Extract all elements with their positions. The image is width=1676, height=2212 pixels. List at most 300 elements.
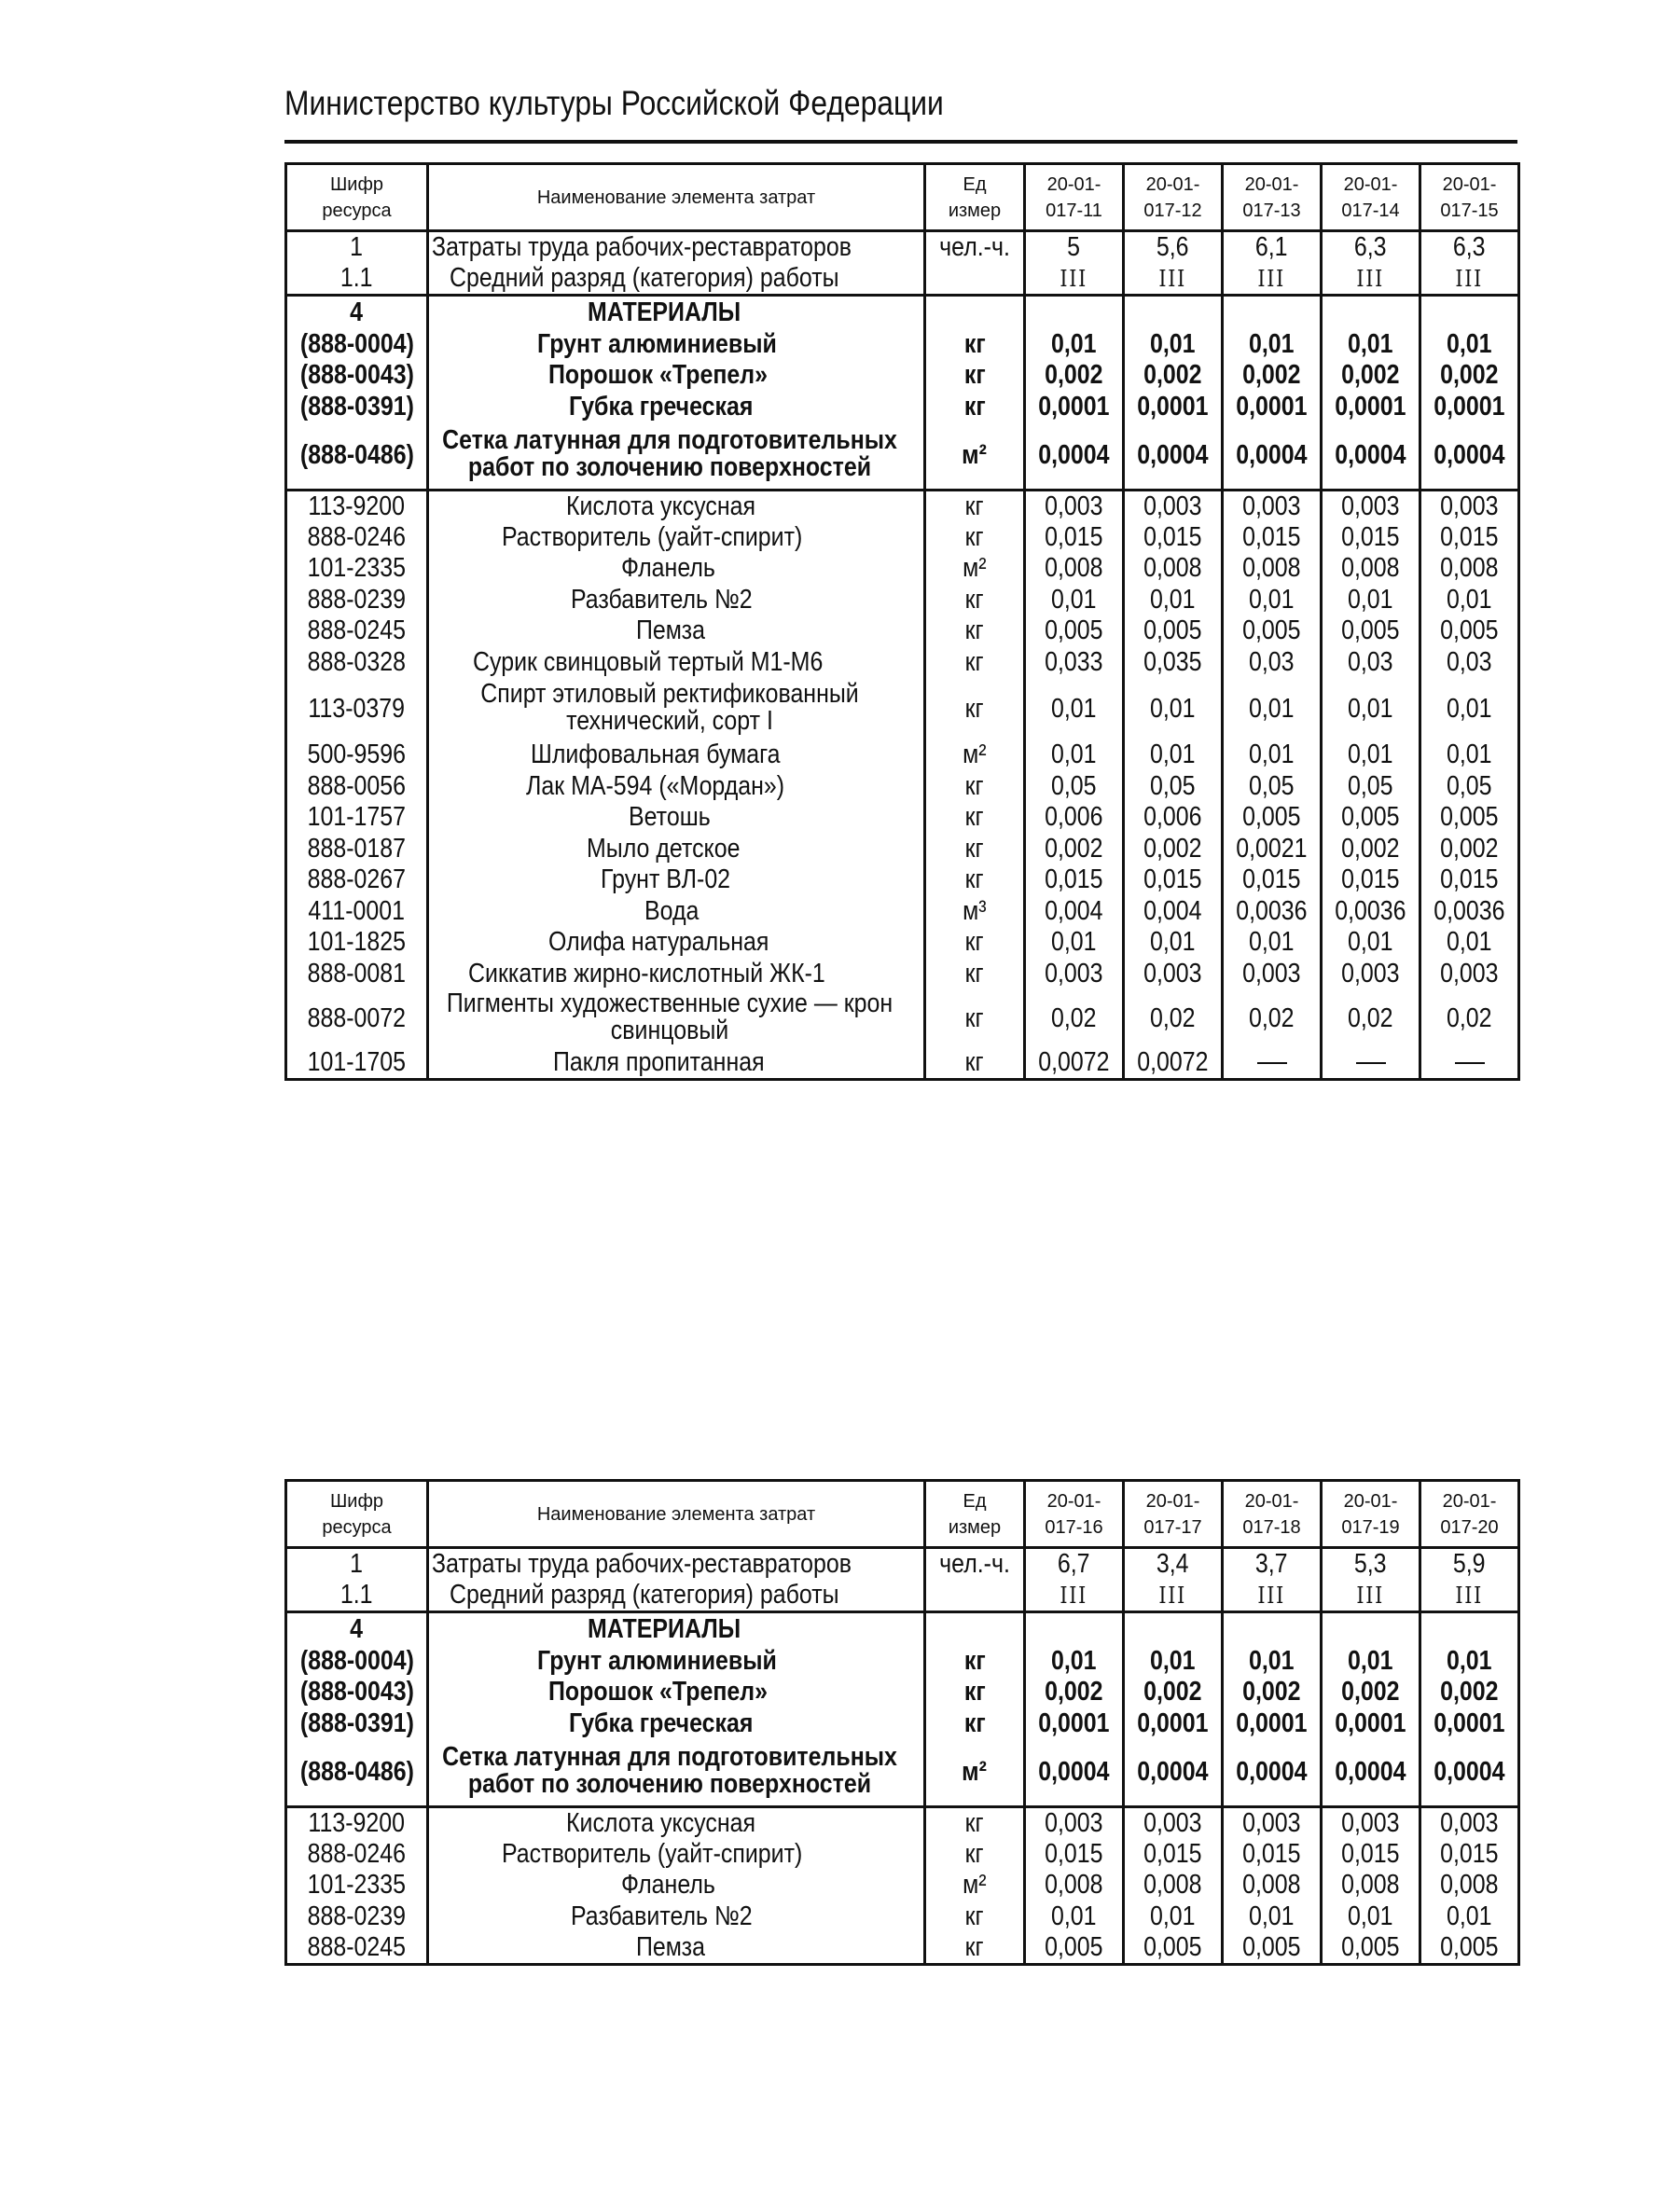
norm-value bbox=[1124, 1646, 1223, 1678]
resource-code bbox=[286, 1548, 428, 1581]
norm-value-text: 0,015 bbox=[1242, 864, 1301, 895]
resource-code-text: (888-0004) bbox=[299, 1645, 414, 1676]
norm-value bbox=[1025, 1580, 1124, 1612]
norm-value bbox=[1223, 989, 1322, 1047]
unit bbox=[925, 678, 1025, 740]
cost-element-name bbox=[428, 1839, 925, 1871]
unit bbox=[925, 615, 1025, 647]
norm-value bbox=[1124, 1739, 1223, 1806]
norm-value bbox=[1420, 927, 1519, 959]
norm-value bbox=[1124, 1806, 1223, 1839]
cost-element-name-text: Затраты труда рабочих-реставраторов bbox=[432, 1549, 852, 1579]
norm-value bbox=[1322, 360, 1420, 392]
unit-text: кг bbox=[964, 802, 984, 833]
norm-value-text: 0,008 bbox=[1045, 553, 1103, 584]
cost-element-name-text: Грунт ВЛ-02 bbox=[601, 864, 731, 895]
resource-code-text: 888-0081 bbox=[307, 958, 407, 988]
norm-value bbox=[1025, 740, 1124, 771]
unit bbox=[925, 422, 1025, 490]
norm-value bbox=[1124, 959, 1223, 990]
norm-value bbox=[1124, 927, 1223, 959]
norm-value bbox=[1420, 959, 1519, 990]
table-row bbox=[286, 1806, 1519, 1839]
norm-value bbox=[1420, 263, 1519, 296]
norm-value bbox=[1124, 553, 1223, 585]
unit bbox=[925, 329, 1025, 361]
norm-value bbox=[1124, 615, 1223, 647]
resource-code bbox=[286, 296, 428, 329]
unit bbox=[925, 553, 1025, 585]
norm-value bbox=[1420, 231, 1519, 264]
unit bbox=[925, 1839, 1025, 1871]
resource-code-text: 113-9200 bbox=[308, 491, 406, 521]
norm-value bbox=[1025, 1932, 1124, 1965]
norm-value-text: 5,6 bbox=[1157, 232, 1189, 262]
norm-value-text: 0,01 bbox=[1051, 1645, 1097, 1676]
unit bbox=[925, 1739, 1025, 1806]
resource-code bbox=[286, 360, 428, 392]
cost-element-name-text: Пемза bbox=[635, 615, 705, 646]
cost-element-name bbox=[428, 1932, 925, 1965]
norm-value-text: 0,03 bbox=[1249, 646, 1295, 677]
unit-text: м² bbox=[963, 1870, 987, 1901]
unit bbox=[925, 802, 1025, 834]
norm-value-text: 0,05 bbox=[1348, 770, 1393, 801]
unit-text: кг bbox=[964, 1901, 984, 1931]
norm-value bbox=[1322, 1708, 1420, 1740]
resource-code bbox=[286, 1580, 428, 1612]
table-row bbox=[286, 392, 1519, 423]
cost-element-name bbox=[428, 1901, 925, 1933]
cost-element-name bbox=[428, 1580, 925, 1612]
table-row bbox=[286, 329, 1519, 361]
norm-value bbox=[1322, 678, 1420, 740]
norm-value bbox=[1223, 615, 1322, 647]
norm-value-text: 6,1 bbox=[1255, 232, 1288, 262]
cost-element-name-text: Пигменты художественные сухие — крон свинцовый bbox=[446, 989, 893, 1045]
dash-mark bbox=[1356, 1062, 1386, 1064]
resource-code-text: 888-0072 bbox=[307, 1002, 407, 1033]
resource-code bbox=[286, 422, 428, 490]
norm-value-text: 6,3 bbox=[1354, 232, 1387, 262]
unit bbox=[925, 1932, 1025, 1965]
norm-value-text: 0,008 bbox=[1242, 1870, 1301, 1901]
header-unit: Ед измер bbox=[925, 164, 1025, 231]
norm-value-text: 0,01 bbox=[1150, 328, 1196, 359]
norm-value-text: 0,005 bbox=[1045, 615, 1103, 646]
norm-value bbox=[1025, 490, 1124, 522]
norm-value bbox=[1124, 896, 1223, 928]
cost-element-name-text: Сурик свинцовый тертый М1-М6 bbox=[472, 646, 824, 677]
norm-value bbox=[1223, 1870, 1322, 1901]
unit bbox=[925, 740, 1025, 771]
norm-value-text: 0,02 bbox=[1051, 1002, 1097, 1033]
resource-code bbox=[286, 740, 428, 771]
norm-value bbox=[1223, 896, 1322, 928]
norm-value-text: 0,008 bbox=[1341, 553, 1400, 584]
cost-element-name bbox=[428, 989, 925, 1047]
norm-value-text: 0,0004 bbox=[1137, 439, 1209, 470]
norm-value-text: 0,01 bbox=[1051, 740, 1097, 770]
norm-value bbox=[1223, 647, 1322, 679]
norm-value bbox=[1322, 959, 1420, 990]
resource-code-text: 888-0267 bbox=[307, 864, 407, 895]
unit bbox=[925, 1548, 1025, 1581]
norm-value bbox=[1420, 553, 1519, 585]
norm-value-text: 0,0004 bbox=[1335, 439, 1406, 470]
resource-code bbox=[286, 678, 428, 740]
norm-value-text: 0,015 bbox=[1045, 521, 1103, 552]
resource-code bbox=[286, 1806, 428, 1839]
norm-value-text: 0,01 bbox=[1051, 693, 1097, 724]
resource-code-text: 101-2335 bbox=[307, 1870, 407, 1901]
norm-value-text: 0,006 bbox=[1143, 802, 1202, 833]
norm-value bbox=[1322, 1612, 1420, 1646]
norm-value bbox=[1025, 553, 1124, 585]
header-name: Наименование элемента затрат bbox=[428, 1481, 925, 1548]
norm-value bbox=[1124, 1677, 1223, 1708]
norm-value-text: 0,015 bbox=[1242, 1838, 1301, 1869]
cost-element-name bbox=[428, 329, 925, 361]
norm-value-text: 0,01 bbox=[1447, 740, 1492, 770]
norm-value-text: 0,01 bbox=[1249, 693, 1295, 724]
resource-code-text: 888-0187 bbox=[307, 833, 407, 864]
resource-code bbox=[286, 989, 428, 1047]
norm-value bbox=[1025, 927, 1124, 959]
cost-element-name-text: Растворитель (уайт-спирит) bbox=[501, 1838, 802, 1869]
norm-value-text: 0,015 bbox=[1440, 1838, 1499, 1869]
cost-element-name-text: Разбавитель №2 bbox=[570, 584, 753, 615]
norms-table-2 bbox=[284, 1479, 1520, 1966]
norm-value-text: 0,015 bbox=[1143, 864, 1202, 895]
norm-value bbox=[1223, 1677, 1322, 1708]
norm-value-text: 0,033 bbox=[1045, 646, 1103, 677]
rank-text: III bbox=[1060, 266, 1088, 292]
resource-code bbox=[286, 802, 428, 834]
norm-value bbox=[1025, 1612, 1124, 1646]
unit bbox=[925, 647, 1025, 679]
norm-value bbox=[1223, 422, 1322, 490]
table-header-row bbox=[286, 164, 1519, 231]
resource-code-text: 500-9596 bbox=[307, 740, 407, 770]
norm-value-text: 0,005 bbox=[1143, 1932, 1202, 1962]
cost-element-name-text: Пакля пропитанная bbox=[553, 1047, 765, 1077]
norm-value bbox=[1223, 1901, 1322, 1933]
resource-code bbox=[286, 959, 428, 990]
norm-value bbox=[1223, 360, 1322, 392]
norm-value bbox=[1322, 1839, 1420, 1871]
cost-element-name bbox=[428, 585, 925, 616]
norm-value bbox=[1025, 771, 1124, 803]
header-norm-code: 20-01- 017-16 bbox=[1025, 1481, 1124, 1548]
norm-value-text: 0,003 bbox=[1242, 491, 1301, 521]
unit-text: кг bbox=[964, 693, 984, 724]
dash-mark bbox=[1257, 1062, 1287, 1064]
norm-value bbox=[1025, 296, 1124, 329]
norm-value-text: 0,01 bbox=[1447, 1645, 1492, 1676]
unit bbox=[925, 296, 1025, 329]
cost-element-name bbox=[428, 1047, 925, 1080]
table-row bbox=[286, 1580, 1519, 1612]
norm-value-text: 5 bbox=[1067, 232, 1081, 262]
norm-value bbox=[1322, 989, 1420, 1047]
norm-value bbox=[1124, 522, 1223, 554]
norm-value bbox=[1223, 1612, 1322, 1646]
rank-text: III bbox=[1257, 1583, 1286, 1609]
norm-value-text: 0,01 bbox=[1051, 328, 1097, 359]
header-name: Наименование элемента затрат bbox=[428, 164, 925, 231]
rank-text: III bbox=[1158, 1583, 1187, 1609]
norm-value-text: 0,003 bbox=[1440, 958, 1499, 988]
norm-value-text: 0,003 bbox=[1143, 491, 1202, 521]
resource-code bbox=[286, 585, 428, 616]
resource-code bbox=[286, 771, 428, 803]
cost-element-name-text: Порошок «Трепел» bbox=[548, 1677, 769, 1707]
table-row bbox=[286, 647, 1519, 679]
norm-value bbox=[1420, 864, 1519, 896]
norm-value-text: 0,01 bbox=[1249, 328, 1295, 359]
norm-value bbox=[1025, 1806, 1124, 1839]
norm-value-text: 0,015 bbox=[1341, 1838, 1400, 1869]
cost-element-name bbox=[428, 490, 925, 522]
norm-value bbox=[1420, 834, 1519, 865]
norm-value-text: 3,7 bbox=[1255, 1549, 1288, 1579]
norm-value bbox=[1025, 1870, 1124, 1901]
norm-value bbox=[1420, 647, 1519, 679]
unit-text: кг bbox=[964, 770, 984, 801]
norm-value-text: 0,01 bbox=[1150, 1645, 1196, 1676]
norm-value bbox=[1025, 615, 1124, 647]
cost-element-name bbox=[428, 647, 925, 679]
norm-value-text: 5,9 bbox=[1453, 1549, 1486, 1579]
norm-value bbox=[1223, 1646, 1322, 1678]
norm-value bbox=[1223, 1806, 1322, 1839]
norm-value-text: 0,01 bbox=[1348, 1901, 1393, 1931]
resource-code bbox=[286, 392, 428, 423]
norm-value-text: 0,02 bbox=[1249, 1002, 1295, 1033]
norm-value bbox=[1025, 1646, 1124, 1678]
norm-value-text: 6,7 bbox=[1058, 1549, 1090, 1579]
unit-text: кг bbox=[964, 646, 984, 677]
norm-value bbox=[1124, 392, 1223, 423]
norm-value bbox=[1322, 522, 1420, 554]
table-row bbox=[286, 1839, 1519, 1871]
resource-code-text: 888-0328 bbox=[307, 646, 407, 677]
table-row bbox=[286, 1932, 1519, 1965]
table-row bbox=[286, 864, 1519, 896]
norm-value-text: 0,008 bbox=[1143, 1870, 1202, 1901]
unit bbox=[925, 263, 1025, 296]
norm-value-text: 0,01 bbox=[1249, 740, 1295, 770]
cost-element-name bbox=[428, 1548, 925, 1581]
cost-element-name-text: Губка греческая bbox=[569, 1707, 754, 1738]
norm-value bbox=[1124, 490, 1223, 522]
norm-value bbox=[1223, 771, 1322, 803]
norm-value-text: 0,0004 bbox=[1236, 1756, 1308, 1787]
cost-element-name bbox=[428, 959, 925, 990]
norm-value bbox=[1322, 740, 1420, 771]
cost-element-name bbox=[428, 1739, 925, 1806]
norm-value bbox=[1223, 392, 1322, 423]
table-row bbox=[286, 1739, 1519, 1806]
unit bbox=[925, 522, 1025, 554]
cost-element-name-text: Грунт алюминиевый bbox=[536, 328, 777, 359]
resource-code-text: 888-0246 bbox=[307, 1838, 407, 1869]
norm-value bbox=[1322, 647, 1420, 679]
unit bbox=[925, 490, 1025, 522]
norm-value-text: 0,002 bbox=[1045, 360, 1103, 391]
norm-value-text: 0,015 bbox=[1242, 521, 1301, 552]
norm-value-text: 0,002 bbox=[1341, 833, 1400, 864]
norm-value bbox=[1124, 329, 1223, 361]
resource-code-text: 888-0246 bbox=[307, 521, 407, 552]
unit-text: кг bbox=[964, 833, 984, 864]
resource-code-text: 1 bbox=[350, 1549, 364, 1579]
resource-code bbox=[286, 896, 428, 928]
resource-code-text: 4 bbox=[350, 1613, 364, 1644]
norm-value bbox=[1223, 959, 1322, 990]
cost-element-name bbox=[428, 553, 925, 585]
norm-value bbox=[1420, 422, 1519, 490]
norm-value bbox=[1322, 927, 1420, 959]
cost-element-name-text: Мыло детское bbox=[587, 833, 741, 864]
header-norm-code: 20-01- 017-14 bbox=[1322, 164, 1420, 231]
norm-value-text: 0,002 bbox=[1045, 1677, 1103, 1707]
norm-value bbox=[1322, 422, 1420, 490]
norm-value-text: 0,0004 bbox=[1335, 1756, 1406, 1787]
norm-value bbox=[1420, 490, 1519, 522]
table-row bbox=[286, 834, 1519, 865]
norm-value-text: 0,01 bbox=[1051, 927, 1097, 958]
unit bbox=[925, 959, 1025, 990]
norm-value-text: 0,005 bbox=[1440, 802, 1499, 833]
norm-value-text: 0,005 bbox=[1143, 615, 1202, 646]
norm-value-text: 0,002 bbox=[1440, 833, 1499, 864]
resource-code-text: (888-0043) bbox=[299, 1677, 414, 1707]
norm-value-text: 0,008 bbox=[1440, 553, 1499, 584]
cost-element-name-text: Средний разряд (категория) работы bbox=[450, 1580, 839, 1610]
header-norm-code: 20-01- 017-20 bbox=[1420, 1481, 1519, 1548]
unit-text: м³ bbox=[963, 895, 987, 926]
norm-value-text: 0,035 bbox=[1143, 646, 1202, 677]
norm-value-text: 0,01 bbox=[1150, 927, 1196, 958]
norm-value bbox=[1322, 1677, 1420, 1708]
resource-code-text: (888-0486) bbox=[299, 439, 414, 470]
unit bbox=[925, 771, 1025, 803]
norm-value bbox=[1124, 231, 1223, 264]
unit-text: кг bbox=[964, 615, 984, 646]
header-norm-code: 20-01- 017-17 bbox=[1124, 1481, 1223, 1548]
unit bbox=[925, 392, 1025, 423]
norm-value bbox=[1223, 740, 1322, 771]
unit bbox=[925, 834, 1025, 865]
norm-value bbox=[1420, 1677, 1519, 1708]
cost-element-name bbox=[428, 392, 925, 423]
resource-code-text: (888-0004) bbox=[299, 328, 414, 359]
norm-value-text: 0,0036 bbox=[1434, 895, 1505, 926]
resource-code-text: 411-0001 bbox=[308, 895, 406, 926]
norm-value-text: 0,02 bbox=[1447, 1002, 1492, 1033]
header-code: Шифр ресурса bbox=[286, 164, 428, 231]
norm-value-text: 0,0001 bbox=[1137, 391, 1209, 422]
resource-code-text: (888-0391) bbox=[299, 391, 414, 422]
table-header-row bbox=[286, 1481, 1519, 1548]
cost-element-name-text: Шлифовальная бумага bbox=[531, 740, 782, 770]
dash-mark bbox=[1455, 1062, 1485, 1064]
norm-value bbox=[1420, 1646, 1519, 1678]
norm-value bbox=[1124, 1708, 1223, 1740]
table-row bbox=[286, 771, 1519, 803]
norm-value-text: 0,01 bbox=[1150, 740, 1196, 770]
norm-value-text: 0,015 bbox=[1341, 521, 1400, 552]
norm-value-text: 0,015 bbox=[1143, 1838, 1202, 1869]
norm-value bbox=[1124, 263, 1223, 296]
table-row bbox=[286, 585, 1519, 616]
norm-value bbox=[1223, 1839, 1322, 1871]
norm-value-text: 0,0001 bbox=[1137, 1707, 1209, 1738]
norm-value bbox=[1322, 263, 1420, 296]
rank-text: III bbox=[1356, 266, 1385, 292]
table-row bbox=[286, 678, 1519, 740]
norm-value-text: 0,0001 bbox=[1038, 391, 1110, 422]
norm-value bbox=[1223, 553, 1322, 585]
norm-value bbox=[1124, 647, 1223, 679]
norm-value bbox=[1124, 1932, 1223, 1965]
norm-value bbox=[1420, 1901, 1519, 1933]
unit-text: кг bbox=[964, 1932, 984, 1962]
norm-value-text: 0,003 bbox=[1242, 1807, 1301, 1838]
header-code: Шифр ресурса bbox=[286, 1481, 428, 1548]
norm-value bbox=[1025, 1901, 1124, 1933]
norm-value bbox=[1025, 1677, 1124, 1708]
cost-element-name-text: Порошок «Трепел» bbox=[548, 360, 769, 391]
norm-value-text: 0,01 bbox=[1249, 927, 1295, 958]
resource-code-text: 888-0056 bbox=[307, 770, 407, 801]
norm-value-text: 0,0004 bbox=[1434, 1756, 1505, 1787]
unit-text: кг bbox=[963, 391, 986, 422]
norm-value bbox=[1420, 296, 1519, 329]
norm-value-text: 0,0036 bbox=[1236, 895, 1308, 926]
page-header: Министерство культуры Российской Федерации bbox=[284, 84, 944, 122]
unit bbox=[925, 1901, 1025, 1933]
cost-element-name bbox=[428, 522, 925, 554]
norm-value-text: 3,4 bbox=[1157, 1549, 1189, 1579]
unit bbox=[925, 1646, 1025, 1678]
norm-value-text: 0,008 bbox=[1143, 553, 1202, 584]
norm-value bbox=[1025, 896, 1124, 928]
cost-element-name-text: Спирт этиловый ректификованный технический, сорт I bbox=[480, 679, 859, 736]
unit-text: кг bbox=[964, 1807, 984, 1838]
norm-value-text: 0,002 bbox=[1143, 360, 1202, 391]
unit-text: кг bbox=[963, 1707, 986, 1738]
norm-value-text: 0,01 bbox=[1447, 328, 1492, 359]
norm-value bbox=[1322, 231, 1420, 264]
norm-value-text: 0,01 bbox=[1150, 584, 1196, 615]
norm-value bbox=[1420, 1806, 1519, 1839]
norm-value-text: 0,002 bbox=[1143, 1677, 1202, 1707]
norm-value bbox=[1420, 1708, 1519, 1740]
norm-value bbox=[1322, 1870, 1420, 1901]
norm-value bbox=[1025, 360, 1124, 392]
rank-text: III bbox=[1455, 1583, 1484, 1609]
cost-element-name bbox=[428, 231, 925, 264]
norm-value-text: 5,3 bbox=[1354, 1549, 1387, 1579]
resource-code bbox=[286, 1612, 428, 1646]
norm-value bbox=[1322, 1047, 1420, 1080]
norm-value-text: 0,008 bbox=[1341, 1870, 1400, 1901]
table-row bbox=[286, 1870, 1519, 1901]
norm-value-text: 0,0004 bbox=[1434, 439, 1505, 470]
